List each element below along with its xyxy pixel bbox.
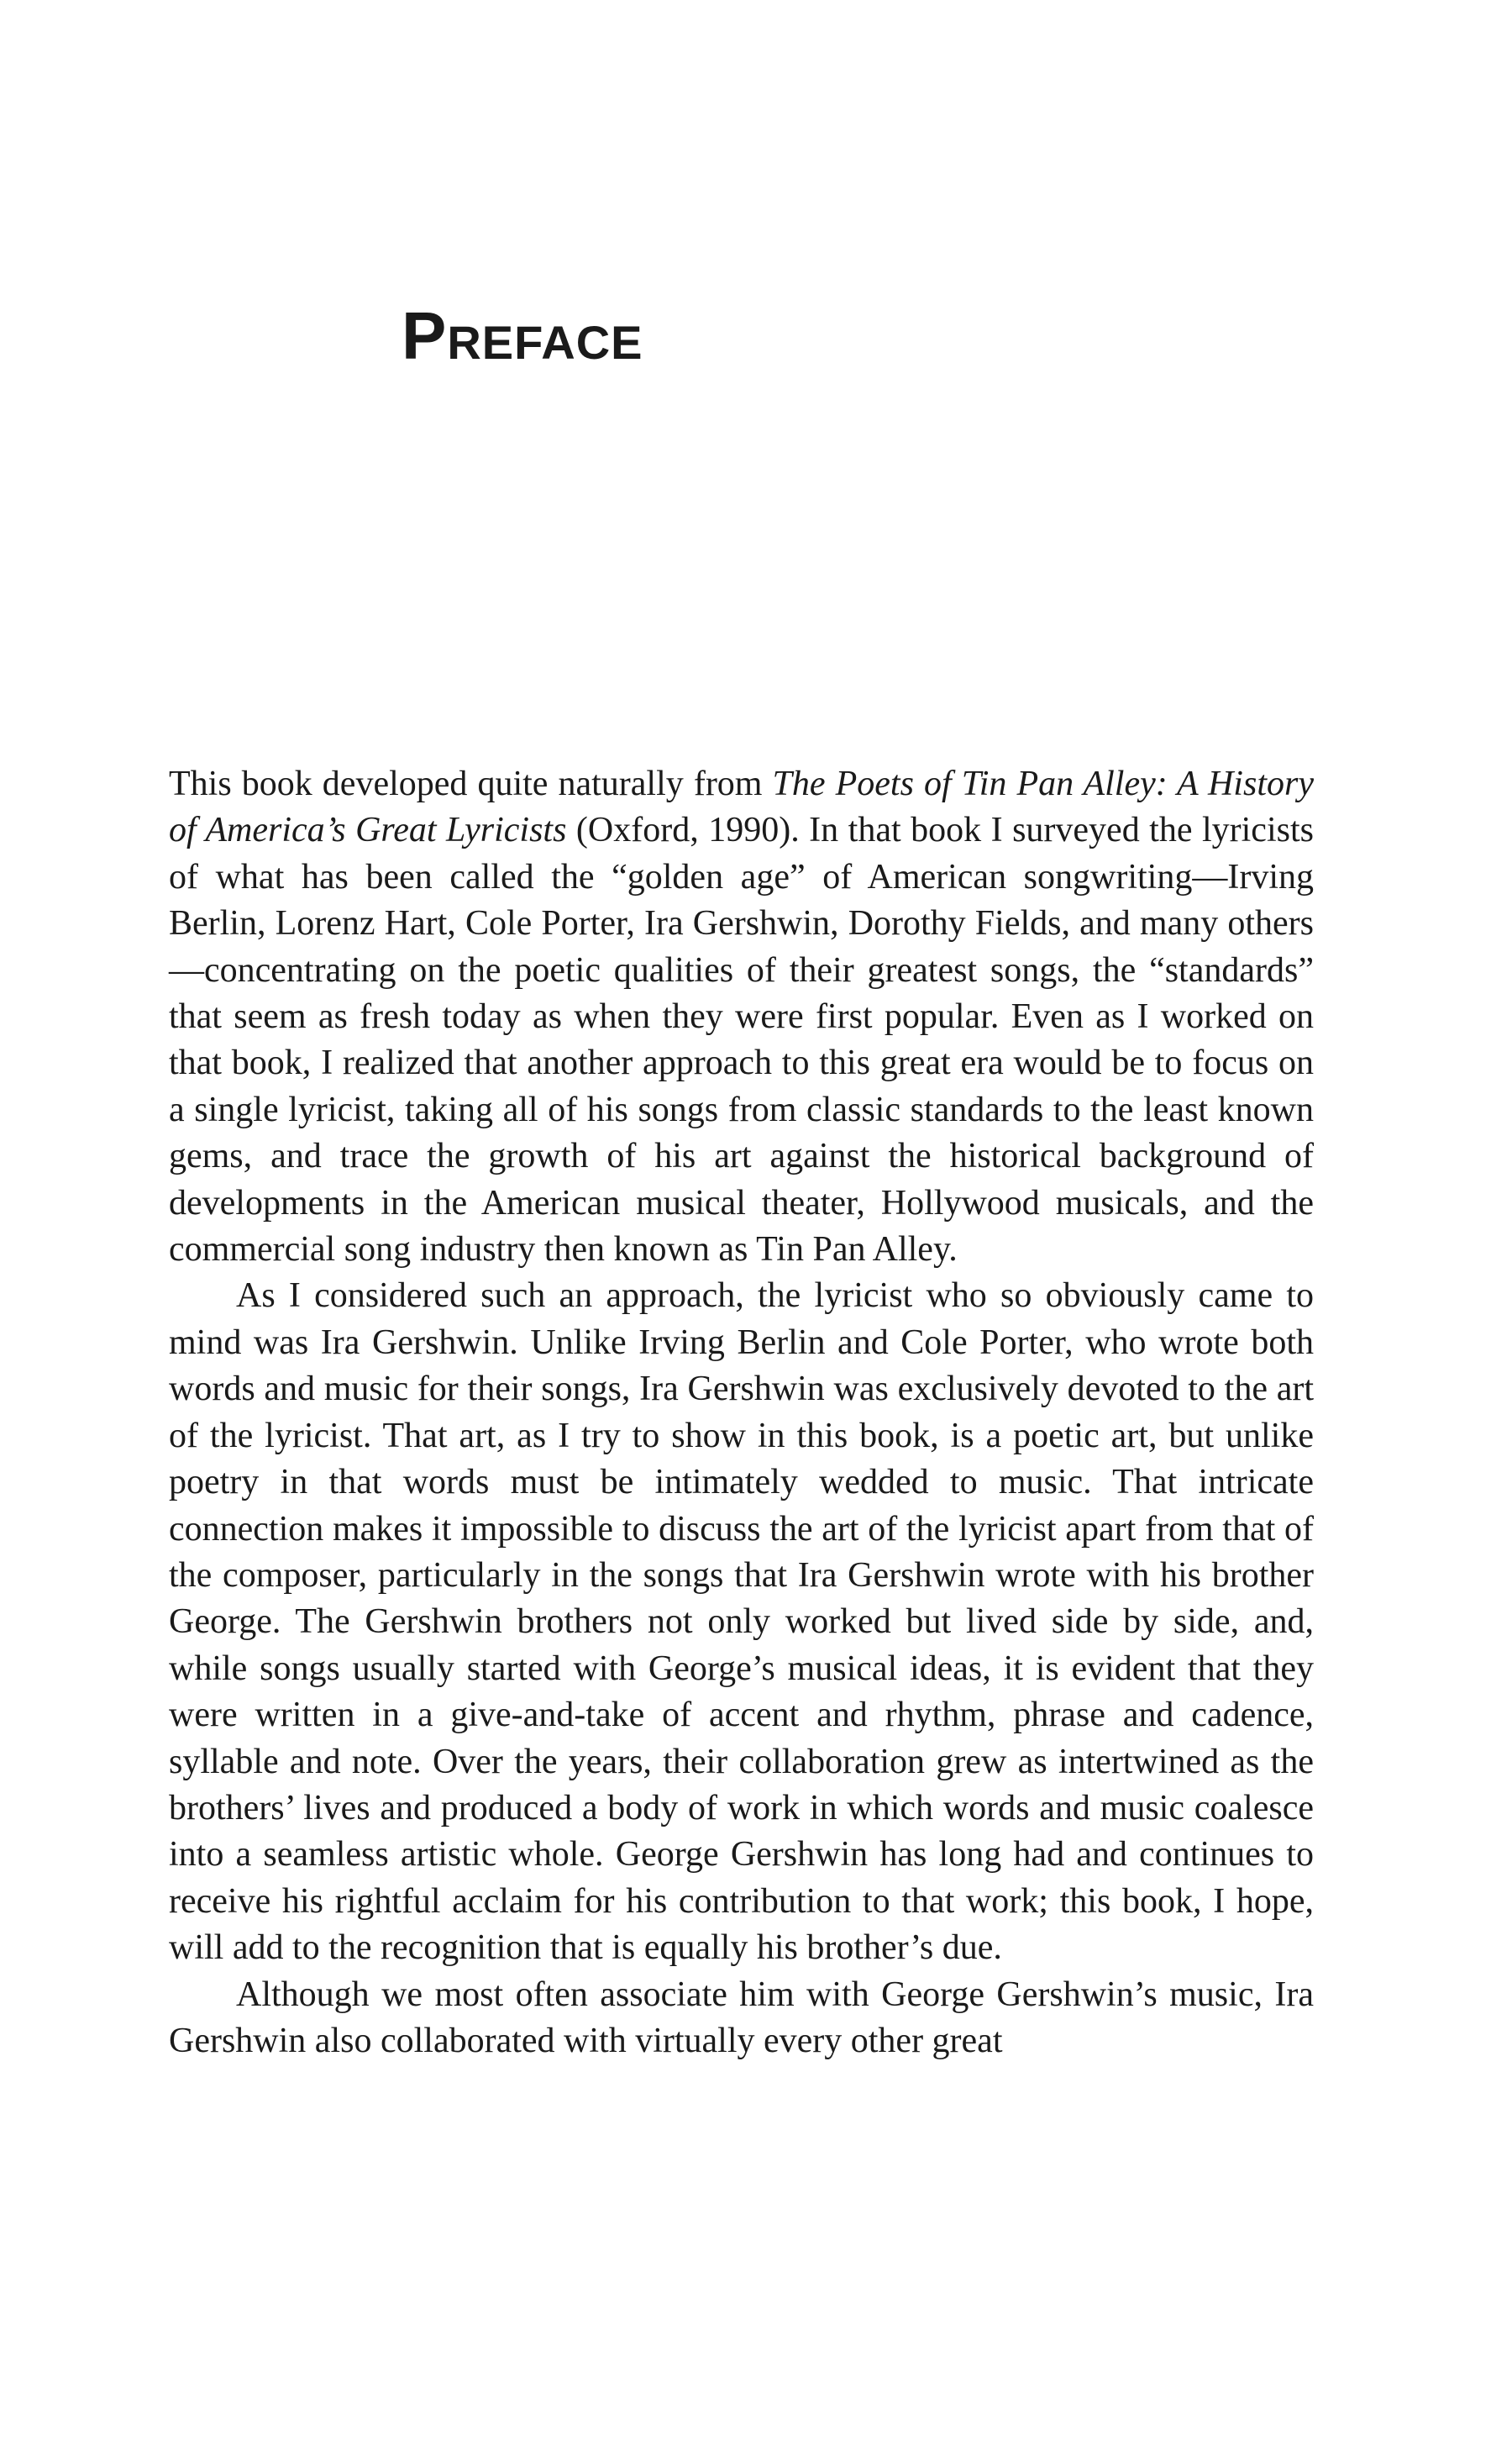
book-title-poets-of-tin-pan-alley: The Poets of Tin Pan Alley: A History of America’s Great Lyricists xyxy=(169,765,1314,850)
paragraph-3: Although we most often associate him with George Gershwin’s music, Ira Gershwin also collaborated with virtually every other great xyxy=(169,1975,1314,2060)
preface-body xyxy=(169,761,1314,2064)
paragraph-2: As I considered such an approach, the lyricist who so obviously came to mind was Ira Gershwin. Unlike Irving Berlin and Cole Porter, who wrote both words and music for their songs, Ira Gershwin was exclusively devoted to the art of the lyricist. That art, as I try to show in this book, is a poetic art, but unlike poetry in that words must be intimately wedded to music. That intricate connection makes it impossible to discuss the art of the lyricist apart from that of the composer, particularly in the songs that Ira Gershwin wrote with his brother George. The Gershwin brothers not only worked but lived side by side, and, while songs usually started with George’s musical ideas, it is evident that they were written in a give-and-take of accent and rhythm, phrase and cadence, syllable and note. Over the years, their collaboration grew as intertwined as the brothers’ lives and produced a body of work in which words and music coalesce into a seamless artistic whole. George Gershwin has long had and continues to receive his rightful acclaim for his contribution to that work; this book, I hope, will add to the recognition that is equally his brother’s due. xyxy=(169,1276,1314,1968)
heading-small-caps: REFACE xyxy=(447,316,643,369)
chapter-heading xyxy=(402,298,643,373)
paragraph-1-rest: (Oxford, 1990). In that book I surveyed the lyricists of what has been called the “golden age” of American songwriting—Irving Berlin, Lorenz Hart, Cole Porter, Ira Gershwin, Dorothy Fields, and many others—concentrating on the poetic qualities of their greatest songs, the “standards” that seem as fresh today as when they were first popular. Even as I worked on that book, I realized that another approach to this great era would be to focus on a single lyricist, taking all of his songs from classic standards to the least known gems, and trace the growth of his art against the historical background of developments in the American musical theater, Hollywood musicals, and the commercial song industry then known as Tin Pan Alley. xyxy=(169,811,1314,1270)
paragraph-1 xyxy=(169,761,1314,1273)
heading-initial: P xyxy=(402,298,448,373)
paragraph-1-intro: This book developed quite naturally from xyxy=(169,765,773,803)
